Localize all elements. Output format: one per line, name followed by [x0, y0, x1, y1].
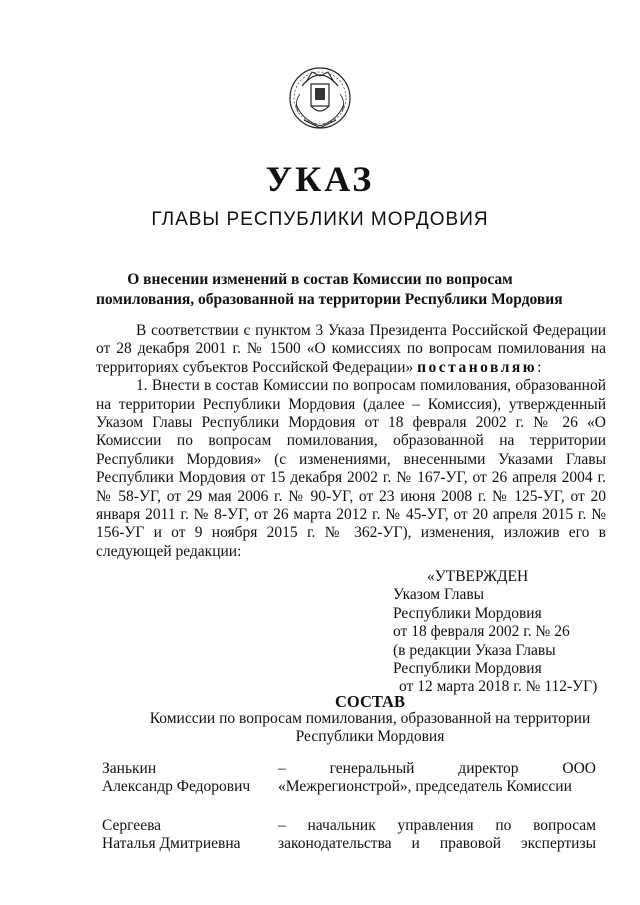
member-given-name: Александр Федорович: [102, 778, 251, 796]
preamble-paragraph: [96, 322, 606, 377]
preamble-end: :: [537, 358, 542, 376]
preamble-text: В соответствии с пунктом 3 Указа Президента Российской Федерации от 28 декабря 2001 г. № 1500 «О комиссиях по вопросам помилования на территориях субъектов Российской Федерации»: [96, 322, 606, 376]
member-role: [278, 760, 596, 797]
document-subtitle: ГЛАВЫ РЕСПУБЛИКИ МОРДОВИЯ: [151, 209, 489, 230]
paragraph-1: 1. Внести в состав Комиссии по вопросам помилования, образованной на территории Республики Мордовия (далее – Комиссия), утвержденный Указом Главы Республики Мордовия от 18 февраля 2002 г. № 26 «О Комиссии по вопросам помилования, образованной на территории Республики Мордовия» (с изменениями, внесенными Указами Главы Республики Мордовия от 15 декабря 2002 г. № 167-УГ, от 26 апреля 2004 г. № 58-УГ, от 29 мая 2006 г. № 90-УГ, от 23 июня 2008 г. № 125-УГ, от 20 января 2011 г. № 8-УГ, от 26 марта 2012 г. № 45-УГ, от 20 апреля 2015 г. № 156-УГ и от 9 ноября 2015 г. № 362-УГ), изменения, изложив его в следующей редакции:: [96, 377, 606, 560]
member-role-line: «Межрегионстрой», председатель Комиссии: [278, 778, 572, 796]
member-role-line: – генеральный директор ООО: [278, 760, 596, 777]
approval-line: Указом Главы: [393, 586, 485, 604]
member-name: [102, 817, 278, 854]
approval-line: (в редакции Указа Главы: [393, 641, 556, 659]
sostav-desc-line: Республики Мордовия: [295, 728, 445, 746]
sostav-desc-line: Комиссии по вопросам помилования, образованной на территории: [149, 710, 591, 727]
decree-word: постановляю: [417, 358, 538, 376]
approval-line: от 12 марта 2018 г. № 112-УГ): [399, 678, 598, 696]
coat-of-arms-icon: [282, 58, 358, 134]
member-row: [102, 817, 596, 854]
document-title: УКАЗ: [265, 159, 375, 199]
member-row: [102, 760, 596, 797]
approval-line: «УТВЕРЖДЕН: [427, 568, 529, 585]
member-role: [278, 817, 596, 854]
heading-line: О внесении изменений в состав Комиссии по вопросам: [127, 271, 513, 288]
member-role-line: законодательства и правовой экспертизы: [278, 835, 596, 853]
approval-line: Республики Мордовия: [393, 660, 542, 678]
member-name: [102, 760, 278, 797]
member-role-line: – начальник управления по вопросам: [278, 816, 596, 834]
member-given-name: Наталья Дмитриевна: [102, 835, 241, 853]
member-surname: Занькин: [102, 760, 157, 777]
heading-line: помилования, образованной на территории Республики Мордовия: [96, 291, 563, 308]
sostav-description: [100, 710, 640, 747]
approval-line: от 18 февраля 2002 г. № 26: [393, 623, 570, 641]
member-surname: Сергеева: [102, 816, 162, 834]
members-list: [102, 760, 596, 874]
approval-block: [393, 568, 597, 697]
decree-body: [96, 322, 606, 561]
approval-line: Республики Мордовия: [393, 604, 542, 622]
sostav-title: СОСТАВ: [335, 692, 405, 711]
decree-heading: [96, 270, 563, 310]
